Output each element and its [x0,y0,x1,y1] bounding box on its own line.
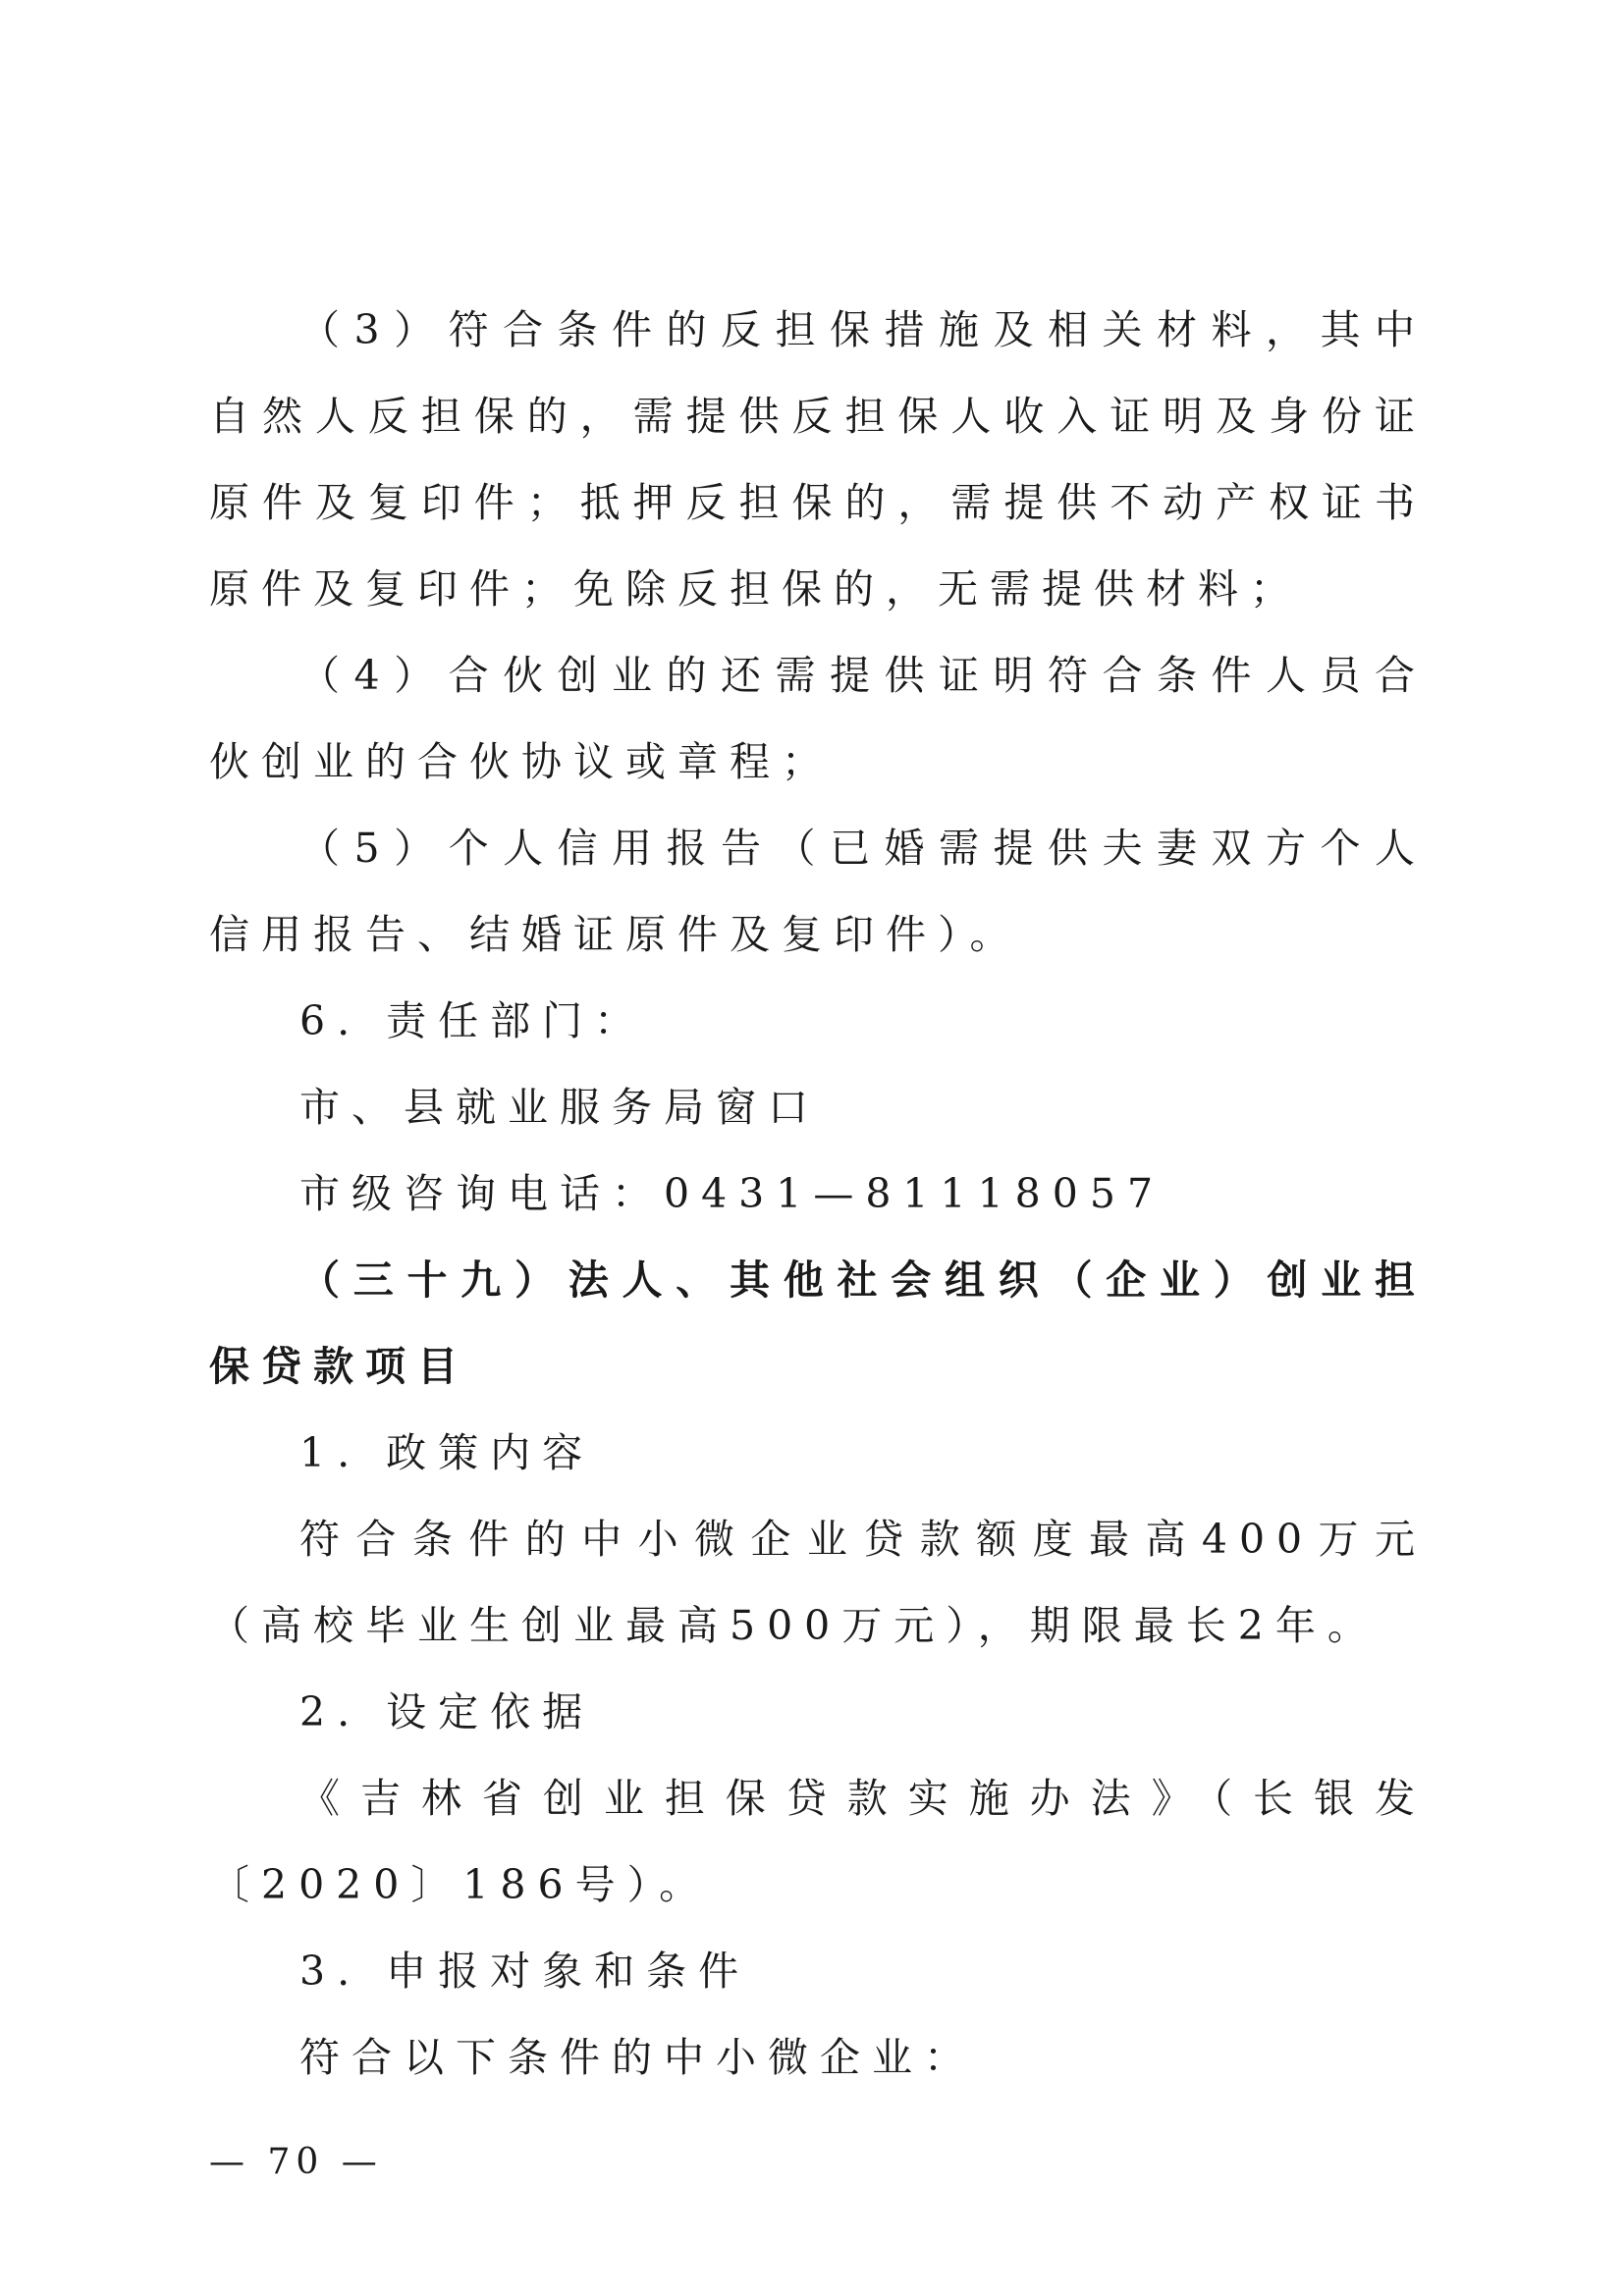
paragraph-partnership-agreement: （4）合伙创业的还需提供证明符合条件人员合伙创业的合伙协议或章程； [209,652,1427,785]
section-policy-content: 1. 政策内容 [299,1429,595,1476]
paragraph-eligible-enterprises: 符合以下条件的中小微企业： [299,2034,976,2081]
item-heading-39: （三十九）法人、其他社会组织（企业）创业担保贷款项目 [209,1256,1427,1390]
section-legal-basis: 2. 设定依据 [299,1688,595,1735]
paragraph-hotline: 市级咨询电话：0431—81118057 [299,1170,1165,1217]
section-applicants-conditions: 3. 申报对象和条件 [299,1948,751,1995]
paragraph-regulation-reference: 《吉林省创业担保贷款实施办法》（长银发〔2020〕186号）。 [209,1775,1427,1908]
section-responsible-department: 6. 责任部门： [299,997,647,1044]
paragraph-service-window: 市、县就业服务局窗口 [299,1084,820,1131]
page-number: — 70 — [209,2142,383,2182]
paragraph-counter-guarantee-materials: （3）符合条件的反担保措施及相关材料，其中自然人反担保的，需提供反担保人收入证明及身份证原件及复印件；抵押反担保的，需提供不动产权证书原件及复印件；免除反担保的，无需提供材料； [209,306,1427,613]
paragraph-loan-limit: 符合条件的中小微企业贷款额度最高400万元（高校毕业生创业最高500万元），期限最长2年。 [209,1516,1427,1649]
paragraph-credit-report: （5）个人信用报告（已婚需提供夫妻双方个人信用报告、结婚证原件及复印件）。 [209,825,1427,958]
body-text [209,287,1427,2101]
